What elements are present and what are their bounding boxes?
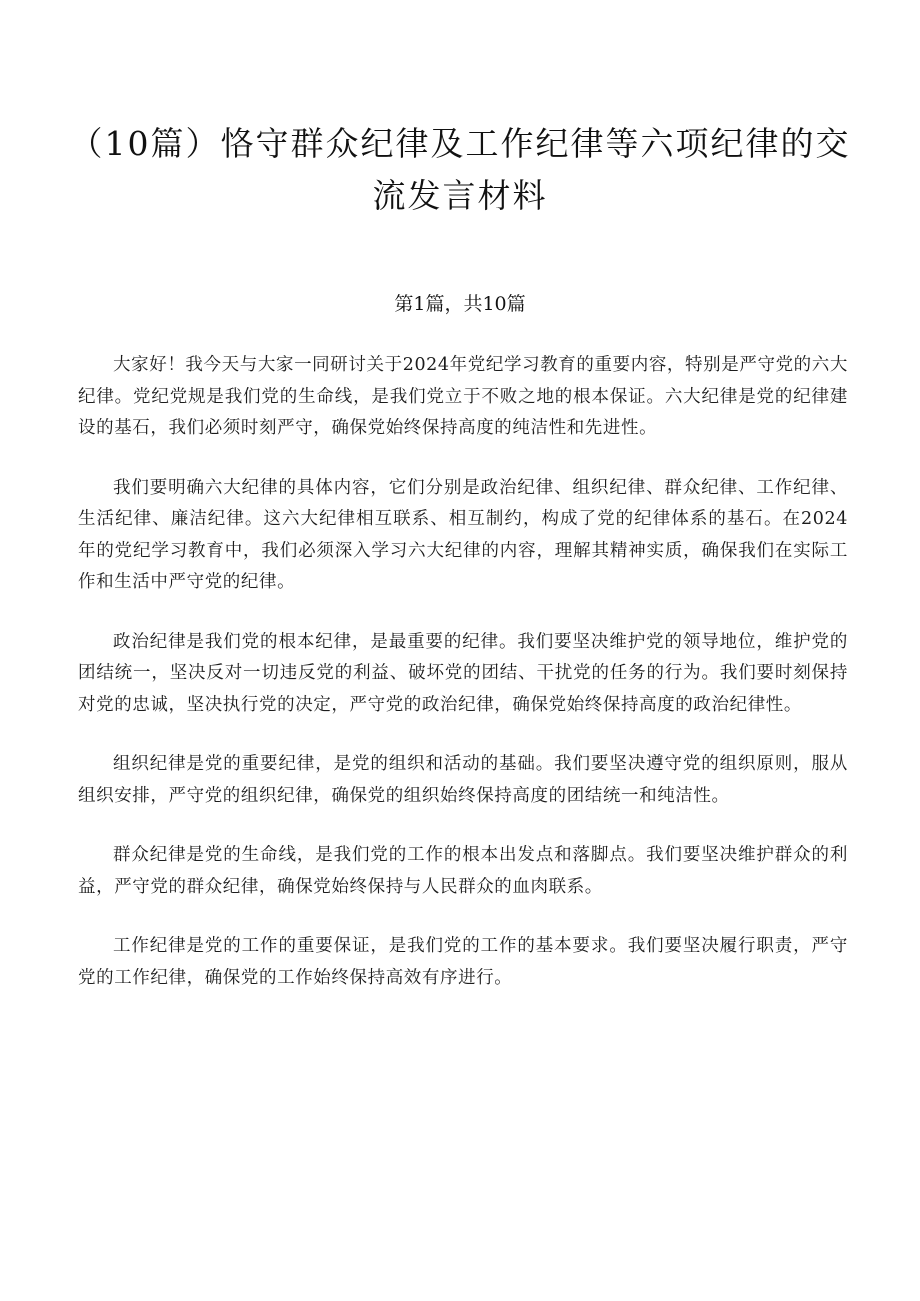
document-title: （10篇）恪守群众纪律及工作纪律等六项纪律的交流发言材料 <box>69 124 851 215</box>
paragraph-mass-discipline: 群众纪律是党的生命线，是我们党的工作的根本出发点和落脚点。我们要坚决维护群众的利益，严守党的群众纪律，确保党始终保持与人民群众的血肉联系。 <box>78 845 848 897</box>
paragraph-six-disciplines: 我们要明确六大纪律的具体内容，它们分别是政治纪律、组织纪律、群众纪律、工作纪律、生活纪律、廉洁纪律。这六大纪律相互联系、相互制约，构成了党的纪律体系的基石。在2024年的党纪学习教育中，我们必须深入学习六大纪律的内容，理解其精神实质，确保我们在实际工作和生活中严守党的纪律。 <box>78 477 848 592</box>
paragraph-work-discipline: 工作纪律是党的工作的重要保证，是我们党的工作的基本要求。我们要坚决履行职责，严守党的工作纪律，确保党的工作始终保持高效有序进行。 <box>78 936 848 988</box>
paragraph-greeting: 大家好！我今天与大家一同研讨关于2024年党纪学习教育的重要内容，特别是严守党的六大纪律。党纪党规是我们党的生命线，是我们党立于不败之地的根本保证。六大纪律是党的纪律建设的基石，我们必须时刻严守，确保党始终保持高度的纯洁性和先进性。 <box>78 355 848 438</box>
document-body <box>78 350 848 1022</box>
paragraph-organizational-discipline: 组织纪律是党的重要纪律，是党的组织和活动的基础。我们要坚决遵守党的组织原则，服从组织安排，严守党的组织纪律，确保党的组织始终保持高度的团结统一和纯洁性。 <box>78 754 848 806</box>
part-heading: 第1篇，共10篇 <box>394 293 526 315</box>
paragraph-political-discipline: 政治纪律是我们党的根本纪律，是最重要的纪律。我们要坚决维护党的领导地位，维护党的团结统一，坚决反对一切违反党的利益、破坏党的团结、干扰党的任务的行为。我们要时刻保持对党的忠诚，坚决执行党的决定，严守党的政治纪律，确保党始终保持高度的政治纪律性。 <box>78 631 848 715</box>
